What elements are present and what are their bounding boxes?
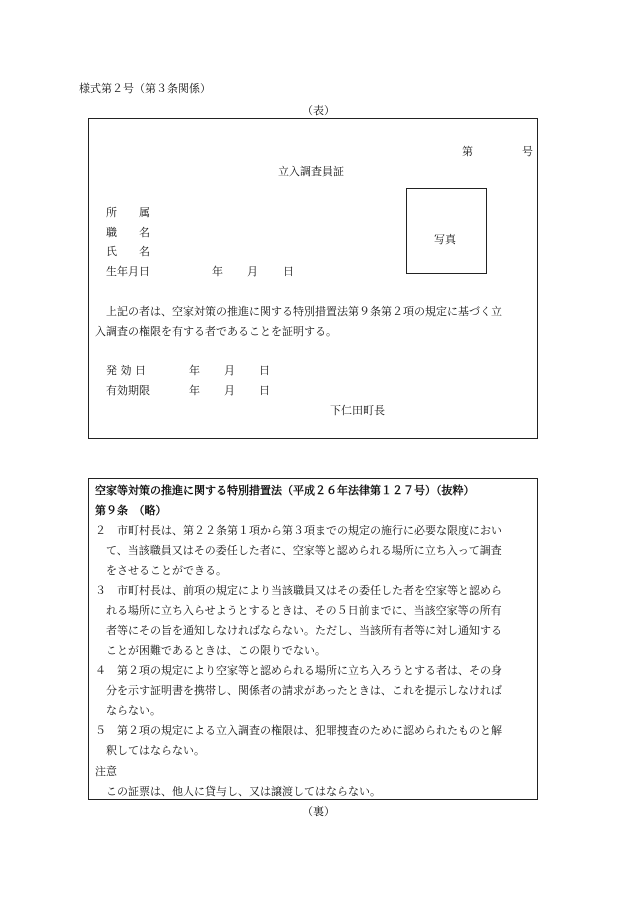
back-line: て、当該職員又はその委任した者に、空家等と認められる場所に立ち入って調査 [95,544,502,557]
certification-line-2: 入調査の権限を有する者であることを証明する。 [95,325,337,338]
field-birthdate: 生年月日 [106,265,150,278]
field-affiliation: 所 属 [106,206,150,219]
birth-year: 年 [212,265,223,278]
field-name: 氏 名 [106,245,150,258]
back-line: ３ 市町村長は、前項の規定により当該職員又はその委任した者を空家等と認めら [95,584,502,597]
card-title: 立入調査員証 [278,165,344,178]
expiry-day: 日 [259,384,270,397]
back-line: この証票は、他人に貸与し、又は譲渡してはならない。 [95,785,381,798]
back-line: れる場所に立ち入らせようとするときは、その５日前までに、当該空家等の所有 [95,604,502,617]
front-side-label: （表） [302,104,335,117]
field-position: 職 名 [106,226,150,239]
expiry-year: 年 [189,384,200,397]
law-title: 空家等対策の推進に関する特別措置法（平成２６年法律第１２７号）（抜粋） [95,484,475,497]
back-line: 分を示す証明書を携帯し、関係者の請求があったときは、これを提示しなければ [95,684,502,697]
back-line: 者等にその旨を通知しなければならない。ただし、当該所有者等に対し通知する [95,624,502,637]
number-prefix: 第 [462,145,473,158]
issuer: 下仁田町長 [330,404,385,417]
back-line: ２ 市町村長は、第２２条第１項から第３項までの規定の施行に必要な限度におい [95,524,502,537]
back-line: ならない。 [95,704,161,717]
birth-day: 日 [283,265,294,278]
issue-day: 日 [259,364,270,377]
back-line: 注意 [95,765,117,778]
certification-line-1: 上記の者は、空家対策の推進に関する特別措置法第９条第２項の規定に基づく立 [106,305,502,318]
back-line: をさせることができる。 [95,564,227,577]
form-label: 様式第２号（第３条関係） [79,82,211,95]
back-line: ４ 第２項の規定により空家等と認められる場所に立ち入ろうとする者は、その身 [95,664,502,677]
photo-label: 写真 [434,233,456,246]
expiry-label: 有効期限 [106,384,150,397]
issue-month: 月 [224,364,235,377]
expiry-month: 月 [224,384,235,397]
issue-year: 年 [189,364,200,377]
back-line: ５ 第２項の規定による立入調査の権限は、犯罪捜査のために認められたものと解 [95,724,502,737]
back-side-label: （裏） [302,805,335,818]
back-line: ことが困難であるときは、この限りでない。 [95,644,326,657]
issue-date-label: 発 効 日 [106,364,146,377]
back-line: 釈してはならない。 [95,744,205,757]
number-suffix: 号 [522,145,533,158]
birth-month: 月 [247,265,258,278]
article-heading: 第９条 （略） [95,504,167,517]
